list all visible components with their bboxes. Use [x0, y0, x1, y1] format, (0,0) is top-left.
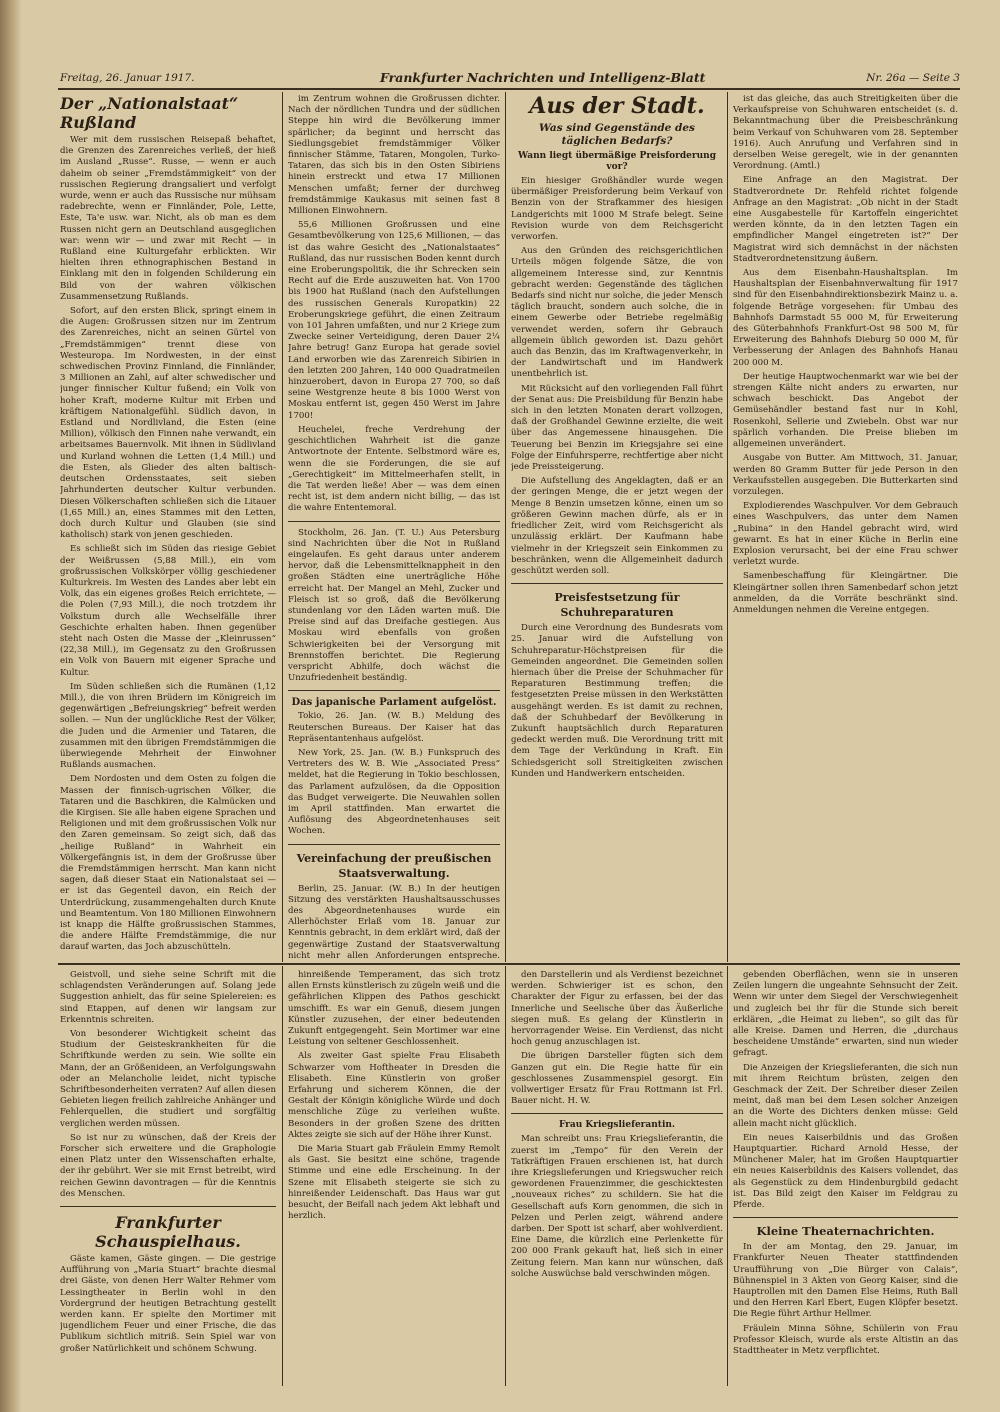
article-paragraph: Sofort, auf den ersten Blick, springt einem in die Augen: Großrussen sitzen nur im Zentrum des Zarenreiches, nicht an seinen Gürtel von „Fremdstämmigen“ trennt diese von Westeuropa. Im Nordwesten, in der einst schwedischen Provinz Finnland, die Finnländer, 3 Millionen an Zahl, auf alter schwedischer und junger finnischer Kultur fußend; ein Volk von hoher Kraft, moderne Kultur mit Erben und kräftigem Nationalgefühl. Südlich davon, in Estland und Nordlivland, die Esten (eine Million), völkisch den Finnen nahe verwandt, ein arbeitsames Bauernvolk. Mit ihnen in Südlivland und Kurland wohnen die Letten (1,4 Mill.) und die Esten, als Glieder des alten baltisch-deutschen Ordensstaates, seit sieben Jahrhunderten deutscher Kultur verbunden. Diesen Völkerschaften schließen sich die Litauer (1,65 Mill.) an, eines Stammes mit den Letten, doch durch Kultur und Glauben (sie sind katholisch) stark von jenen geschieden.	[60, 306, 276, 541]
article-paragraph: Die übrigen Darsteller fügten sich dem Ganzen gut ein. Die Regie hatte für ein geschlossenes Zusammenspiel gesorgt. Ein vollwertiger Ersatz für Frau Rottmann ist Frl. Bauer nicht. H. W.	[511, 1051, 723, 1107]
article-headline-theater: Frankfurter Schauspielhaus.	[95, 1213, 241, 1252]
article-paragraph: Mit Rücksicht auf den vorliegenden Fall führt der Senat aus: Die Preisbildung für Benzin habe sich in den letzten Monaten derart vollzogen, daß der Großhandel Gewinne erzielte, die weit über das Angemessene hinausgehen. Die Teuerung bei Benzin im Kriegsjahre sei eine Folge der Einfuhrsperre, rechtfertige aber nicht jede Preissteigerung.	[511, 383, 723, 473]
article-paragraph: Dem Nordosten und dem Osten zu folgen die Massen der finnisch-ugrischen Völker, die Tataren und die Baschkiren, die Kalmücken und die Kirgisen. Sie alle haben eigene Sprachen und Religionen und mit dem großrussischen Volk nur den Zaren gemeinsam. So zeigt sich, daß das „heilige Rußland“ in Wahrheit ein Völkergefängnis ist, in dem der Großrusse über die Fremdstämmigen herrscht. Man kann nicht sagen, daß dieser Staat ein Nationalstaat sei — er ist das Gegenteil davon, ein Reich der Unterdrückung, zusammengehalten durch Knute und Beamtentum. Von 180 Millionen Einwohnern ist knapp die Hälfte großrussischen Stammes, die andere Hälfte Fremdstämmige, die nur darauf warten, das Joch abzuschütteln.	[60, 774, 276, 953]
article-paragraph: Aus dem Eisenbahn-Haushaltsplan. Im Haushaltsplan der Eisenbahnverwaltung für 1917 sind für den Eisenbahndirektionsbezirk Mainz u. a. folgende Beträge vorgesehen: für Umbau des Bahnhofs Darmstadt 55 000 M, für Erweiterung des Güterbahnhofs Frankfurt-Ost 98 500 M, für Erweiterung des Bahnhofs Dieburg 50 000 M, für Verbesserung der Anlagen des Bahnhofs Hanau 200 000 M.	[733, 268, 958, 368]
news-item-stockholm: Stockholm, 26. Jan. (T. U.) Aus Petersburg sind Nachrichten über die Not in Rußland eingelaufen. Es geht daraus unter anderem hervor, daß die Lebensmittelknappheit in den großen Städten eine unerträgliche Höhe erreicht hat. Der Mangel an Mehl, Zucker und Fleisch ist so groß, daß die Bevölkerung stundenlang vor den Läden warten muß. Die Preise sind auf das Dreifache gestiegen. Aus Moskau wird ebenfalls von großen Schwierigkeiten bei der Versorgung mit Brennstoffen berichtet. Die Regierung verspricht Abhilfe, doch wächst die Unzufriedenheit beständig.	[288, 527, 500, 684]
article-headline-japan: Das japanische Parlament aufgelöst.	[291, 697, 497, 709]
article-headline-daily-needs: Was sind Gegenstände des täglichen Bedarfs?	[539, 122, 695, 147]
article-paragraph: Heuchelei, freche Verdrehung der geschichtlichen Wahrheit ist die ganze Antwortnote der Entente. Selbstmord wäre es, wenn die sie Forderungen, die sie auf „Gerechtigkeit“ im Mittelmeerhafen stellt, in die Tat werden ließe! Aber — was dem einen recht ist, ist dem andern nicht billig, — das ist die wahre Ententemoral.	[288, 424, 500, 514]
masthead-date: Freitag, 26. Januar 1917.	[60, 72, 195, 84]
article-paragraph: im Zentrum wohnen die Großrussen dichter. Nach der nördlichen Tundra und der südlichen Steppe hin wird die Bevölkerung immer spärlicher; da beginnt und herrscht das Siedlungsgebiet fremdstämmiger Völker finnischer Stämme, Tataren, Mongolen, Turko-Tataren, das sich bis in den Osten Sibiriens hinein erstreckt und etwa 17 Millionen Menschen umfaßt; ferner der durchweg fremdstämmige Kaukasus mit seinen fast 8 Millionen Einwohnern.	[288, 94, 500, 217]
article-paragraph: Ein hiesiger Großhändler wurde wegen übermäßiger Preisforderung beim Verkauf von Benzin von der Strafkammer des hiesigen Landgerichts mit 1000 M Strafe belegt. Seine Revision wurde von dem Reichsgericht verworfen.	[511, 176, 723, 243]
column-rule	[727, 966, 728, 1386]
article-paragraph: Aus den Gründen des reichsgerichtlichen Urteils mögen folgende Sätze, die von allgemeinem Interesse sind, zur Kenntnis gebracht werden: Gegenstände des täglichen Bedarfs sind nicht nur solche, die jeder Mensch täglich braucht, sondern auch solche, die in einem Gewerbe oder Betriebe regelmäßig verwendet werden, sofern ihr Gebrauch allgemein üblich geworden ist. Dazu gehört auch das Benzin, das im Kraftwagenverkehr, in der Landwirtschaft und im Handwerk unentbehrlich ist.	[511, 246, 723, 380]
article-separator	[288, 690, 500, 691]
article-paragraph: So ist nur zu wünschen, daß der Kreis der Forscher sich erweitere und die Graphologie einen Platz unter den Wissenschaften erhalte, der ihr gebührt. Wer sie mit Ernst betreibt, wird reichen Gewinn davontragen — für die Kenntnis des Menschen.	[60, 1132, 276, 1199]
feuilleton-column-4	[733, 970, 958, 1390]
article-separator	[288, 521, 500, 522]
article-paragraph: Fräulein Minna Söhne, Schülerin von Frau Professor Kleisch, wurde als erste Altistin an das Stadttheater in Metz verpflichtet.	[733, 1323, 958, 1357]
news-item-berlin: Berlin, 25. Januar. (W. B.) In der heutigen Sitzung des verstärkten Haushaltsausschusses des Abgeordnetenhauses wurde ein Allerhöchster Erlaß vom 18. Januar zur Kenntnis gebracht, in dem erklärt wird, daß der gegenwärtige Zustand der Staatsverwaltung nicht mehr allen Anforderungen entspreche.	[288, 883, 500, 960]
article-paragraph: Es schließt sich im Süden das riesige Gebiet der Weißrussen (5,88 Mill.), ein vom großrussischen Volkskörper völlig geschiedener Kulturkreis. Im Westen des Landes aber lebt ein Volk, das ein eigenes großes Reich errichtete, — die Polen (7,93 Mill.), die noch trotzdem ihr Volkstum durch alle Wechselfälle ihrer Geschichte erhalten haben. Ihnen gegenüber steht nach Osten die Masse der „Kleinrussen“ (22,38 Mill.), im Gegensatz zu den Großrussen ein Volk von Bauern mit eigener Sprache und Kultur.	[60, 544, 276, 678]
article-separator	[511, 583, 723, 584]
column-rule	[505, 92, 506, 962]
feuilleton-column-3	[511, 970, 723, 1390]
article-paragraph: Explodierendes Waschpulver. Vor dem Gebrauch eines Waschpulvers, das unter dem Namen „Rubina“ in den Handel gebracht wird, wird gewarnt. Es hat in einer Küche in Berlin eine Explosion verursacht, bei der eine Frau schwer verletzt wurde.	[733, 501, 958, 568]
article-paragraph: hinreißende Temperament, das sich trotz allen Ernsts künstlerisch zu zügeln weiß und die gefährlichen Klippen des Pathos geschickt umschifft. Es war ein Genuß, diesem jungen Künstler zuzusehen, der einer bedeutenden Zukunft entgegengeht. Sein Mortimer war eine Leistung von seltener Geschlossenheit.	[288, 970, 500, 1048]
article-paragraph: Die Anzeigen der Kriegslieferanten, die sich nun mit ihrem Reichtum brüsten, zeigen den Geschmack der Zeit. Der Schreiber dieser Zeilen meint, daß man bei dem Lesen solcher Anzeigen an die Worte des Dichters denken müsse: Geld allein macht nicht glücklich.	[733, 1062, 958, 1129]
article-paragraph: Ausgabe von Butter. Am Mittwoch, 31. Januar, werden 80 Gramm Butter für jede Person in den Verkaufsstellen ausgegeben. Die Butterkarten sind vorzulegen.	[733, 453, 958, 497]
article-paragraph: Der heutige Hauptwochenmarkt war wie bei der strengen Kälte nicht anders zu erwarten, nur schwach beschickt. Das Angebot der Gemüsehändler bestand fast nur in Kohl, Rosenkohl, Sellerie und Zwiebeln. Obst war nur spärlich vorhanden. Die Preise blieben im allgemeinen unverändert.	[733, 371, 958, 450]
article-separator	[511, 1113, 723, 1114]
article-paragraph: Die Aufstellung des Angeklagten, daß er an der geringen Menge, die er jetzt wegen der Menge 8 Benzin umsetzen könne, einen um so größeren Gewinn machen dürfe, als er in friedlicher Zeit, wird vom Reichsgericht als unzulässig erklärt. Der Kaufmann habe vielmehr in der Kriegszeit sein Einkommen zu beschränken, wenn die Allgemeinheit dadurch geschützt werden soll.	[511, 476, 723, 576]
news-item-newyork: New York, 25. Jan. (W. B.) Funkspruch des Vertreters des W. B. Wie „Associated Press“ meldet, hat die Regierung in Tokio beschlossen, das Parlament aufzulösen, da die Opposition das Budget verweigerte. Die Neuwahlen sollen im April stattfinden. Man erwartet die Auflösung des Abgeordnetenhauses seit Wochen.	[288, 747, 500, 837]
article-paragraph: Geistvoll, und siehe seine Schrift mit die schlagendsten Veränderungen auf. Solang jede Suggestion anhielt, das für seine Spielereien: es sind Etappen, auf denen wir langsam zur Erkenntnis schreiten.	[60, 970, 276, 1025]
article-column-4	[733, 94, 958, 960]
article-paragraph: Durch eine Verordnung des Bundesrats vom 25. Januar wird die Aufstellung von Schuhreparatur-Höchstpreisen für die Gemeinden angeordnet. Die Gemeinden sollen hiernach über die Preise der Schuhmacher für Reparaturen Bestimmung treffen; die festgesetzten Preise müssen in den Werkstätten ausgehängt werden. Es ist damit zu rechnen, daß der Schuhbedarf der Bevölkerung in Zukunft hauptsächlich durch Reparaturen gedeckt werden muß. Die Verordnung tritt mit dem Tage der Verkündung in Kraft. Ein Schiedsgericht soll Streitigkeiten zwischen Kunden und Handwerkern entscheiden.	[511, 623, 723, 779]
feuilleton-column-1	[60, 970, 276, 1390]
article-headline-shoe-repairs: Preisfestsetzung für Schuhreparaturen	[554, 591, 680, 620]
article-headline-prussia: Vereinfachung der preußischen Staatsverwaltung.	[296, 851, 492, 880]
article-column-3	[511, 94, 723, 960]
masthead-paper-title: Frankfurter Nachrichten und Intelligenz-Blatt	[380, 70, 706, 85]
section-rule	[58, 963, 960, 965]
article-column-2	[288, 94, 500, 960]
article-paragraph: gebenden Oberflächen, wenn sie in unseren Zeilen lungern die ungeahnte Sehnsucht der Zeit. Wenn wir unter dem Siegel der Verschwiegenheit und zugleich bei ihr für die Stunde sich bereit erklären, „die Heimat zu lieben“, so gilt das für alle Kreise. Damen und Herren, die „durchaus bescheidene Umstände“ erwarten, sind nun wieder gefragt.	[733, 970, 958, 1059]
article-paragraph: Von besonderer Wichtigkeit scheint das Studium der Geisteskrankheiten für die Schriftkunde werden zu sein. Wie sollte ein Mann, der an Größenideen, an Verfolgungswahn oder an Melancholie leidet, nicht typische Schriftbesonderheiten verraten? Auf allen diesen Gebieten liegen freilich zahlreiche Anhänger und Fehlerquellen, die studiert und sorgfältig verglichen werden müssen.	[60, 1029, 276, 1129]
article-paragraph: Die Maria Stuart gab Fräulein Emmy Remolt als Gast. Sie besitzt eine schöne, tragende Stimme und eine edle Erscheinung. In der Szene mit Elisabeth steigerte sie sich zu hinreißender Leidenschaft. Das Haus war gut besucht, der Beifall nach jedem Akt lebhaft und herzlich.	[288, 1144, 500, 1222]
article-separator	[60, 1206, 276, 1207]
column-rule	[727, 92, 728, 962]
column-rule	[282, 966, 283, 1386]
article-column-1	[60, 94, 276, 960]
article-separator	[288, 844, 500, 845]
article-headline-russia: Der „Nationalstaat“ Rußland	[60, 94, 239, 132]
article-paragraph: 55,6 Millionen Großrussen und eine Gesamtbevölkerung von 125,6 Millionen, — das ist das wahre Gesicht des „Nationalstaates“ Rußland, das nur russischen Boden kennt durch eine Eroberungspolitik, die ihr Schrecken sein Recht auf die Erde auszuweiten hat. Von 1700 bis 1900 hat Rußland (nach den Aufstellungen des russischen Generals Kuropatkin) 22 Eroberungskriege geführt, die einen Zeitraum von 101 Jahren umfaßten, und nur 2 Kriege zum Zwecke seiner Verteidigung, deren Dauer 2¼ Jahre betrug! Ganz Europa hat gerade soviel Land erworben wie das Zarenreich Sibirien in den letzten 200 Jahren, 140 000 Quadratmeilen hinzuerobert, davon in Europa 27 700, so daß seine Westgrenze heute 8 bis 1000 Werst von Moskau entfernt ist, gegen 450 Werst im Jahre 1700!	[288, 220, 500, 421]
article-paragraph: Ein neues Kaiserbildnis und das Großen Hauptquartier. Richard Arnold Hesse, der Münchener Maler, hat im Großen Hauptquartier ein neues Kaiserbildnis des Kaisers vollendet, das als Gegenstück zu dem Hindenburgbild gedacht ist. Das Bild zeigt den Kaiser im Feldgrau zu Pferde.	[733, 1132, 958, 1211]
feuilleton-column-2	[288, 970, 500, 1390]
article-paragraph: Samenbeschaffung für Kleingärtner. Die Kleingärtner sollen ihren Samenbedarf schon jetzt anmelden, da die Vorräte beschränkt sind. Anmeldungen nehmen die Vereine entgegen.	[733, 571, 958, 615]
article-paragraph: Im Süden schließen sich die Rumänen (1,12 Mill.), die von ihren Brüdern im Königreich im gegenwärtigen „Befreiungskrieg“ befreit werden sollen. — Nun der unglückliche Rest der Völker, die Juden und die Armenier und Tataren, die zusammen mit den übrigen Fremdstämmigen die überwiegende Mehrheit der Einwohner Rußlands ausmachen.	[60, 681, 276, 771]
masthead-issue: Nr. 26a — Seite 3	[866, 72, 960, 84]
article-paragraph: Wer mit dem russischen Reisepaß behaftet, die Grenzen des Zarenreiches verließ, der hieß im Ausland „Russe“. Russe, — wenn er auch daheim ob seiner „Fremdstämmigkeit“ von der russischen Regierung drangsaliert und verfolgt wurde, wenn er auch das Russische nur mühsam radebrechte, wenn er Finnländer, Pole, Lette, Este, Ta'e usw. war. Nicht, als ob man es dem Russen nicht gern an Deutschland ausgeglichen war: wenn wir — und zwar mit Recht — in Rußland eine Kulturgefahr erblickten. Wir hielten ihren ethnographischen Bestand in Einklang mit den in folgenden Schilderung ein Bild von der wahren völkischen Zusammensetzung Rußlands.	[60, 135, 276, 302]
article-paragraph: den Darstellerin und als Verdienst bezeichnet werden. Schwieriger ist es schon, den Charakter der Figur zu erfassen, bei der das Innerliche und Seelische über das Äußerliche siegen muß. Es gelang der Künstlerin in hervorragender Weise. Ein Verdienst, das nicht hoch genug anzuschlagen ist.	[511, 970, 723, 1048]
section-headline-city: Aus der Stadt.	[529, 94, 705, 119]
article-paragraph: Eine Anfrage an den Magistrat. Der Stadtverordnete Dr. Rehfeld richtet folgende Anfrage an den Magistrat: „Ob nicht in der Stadt eine Ausgabestelle für Kartoffeln eingerichtet werden könnte, da in den letzten Tagen ein empfindlicher Mangel eingetreten ist?“ Der Magistrat wird sich demnächst in der nächsten Stadtverordnetensitzung äußern.	[733, 175, 958, 264]
article-kicker: Wann liegt übermäßige Preisforderung vor?	[517, 151, 717, 172]
article-headline-war-supplier: Frau Kriegslieferantin.	[558, 1120, 676, 1131]
masthead	[60, 68, 960, 88]
article-paragraph: Als zweiter Gast spielte Frau Elisabeth Schwarzer vom Hoftheater in Dresden die Elisabeth. Eine Künstlerin von großer Erfahrung und sicherem Können, die der Gestalt der Königin königliche Würde und doch menschliche Züge zu verleihen wußte. Besonders in der großen Szene des dritten Aktes zeigte sie sich auf der Höhe ihrer Kunst.	[288, 1051, 500, 1140]
news-item-tokio: Tokio, 26. Jan. (W. B.) Meldung des Reuterschen Bureaus. Der Kaiser hat das Repräsentantenhaus aufgelöst.	[288, 711, 500, 744]
masthead-rule	[58, 88, 960, 90]
column-rule	[505, 966, 506, 1386]
article-paragraph: Gäste kamen, Gäste gingen. — Die gestrige Aufführung von „Maria Stuart“ brachte diesmal drei Gäste, von denen Herr Walter Rehmer vom Lessingtheater in Berlin wohl in den Vordergrund der heutigen Betrachtung gestellt werden kann. Er spielte den Mortimer mit jugendlichem Feuer und einer Frische, die das Publikum sichtlich mitriß. Sein Spiel war von großer Natürlichkeit und schönem Schwung.	[60, 1254, 276, 1354]
page-fold-shadow	[0, 0, 22, 1412]
article-paragraph: In der am Montag, den 29. Januar, im Frankfurter Neuen Theater stattfindenden Uraufführung von „Die Bürger von Calais“, Bühnenspiel in 3 Akten von Georg Kaiser, sind die Hauptrollen mit den Damen Else Heims, Ruth Ball und den Herren Karl Ebert, Eugen Klöpfer besetzt. Die Regie führt Arthur Hellmer.	[733, 1242, 958, 1320]
article-separator	[733, 1217, 958, 1218]
article-headline-theater-news: Kleine Theaternachrichten.	[756, 1224, 935, 1239]
article-paragraph: ist das gleiche, das auch Streitigkeiten über die Verkaufspreise von Schuhwaren entscheidet (s. d. Bekanntmachung über die Preisbeschränkung beim Verkauf von Schuhwaren vom 28. September 1916). Auch Anrufung und Verfahren sind in derselben Weise geregelt, wie in der genannten Verordnung. (Amtl.)	[733, 94, 958, 172]
column-rule	[282, 92, 283, 962]
article-paragraph: Man schreibt uns: Frau Kriegslieferantin, die zuerst im „Tempo“ für den Verein der Tatkräftigen Frauen erschienen ist, hat durch ihre Kriegslieferungen und Kriegswucher reich gewordenen Frauenzimmer, die geschicktesten „nouveaux riches“ zu schildern. Sie hat die Gesellschaft aufs Korn genommen, die sich in Pelzen und Perlen zeigt, während andere darben. Der Spott ist scharf, aber wohlverdient. Eine Dame, die kürzlich eine Perlenkette für 200 000 Frank gekauft hat, ließ sich in einer Zeitung feiern. Man kann nur wünschen, daß solche Auswüchse bald verschwinden mögen.	[511, 1134, 723, 1279]
